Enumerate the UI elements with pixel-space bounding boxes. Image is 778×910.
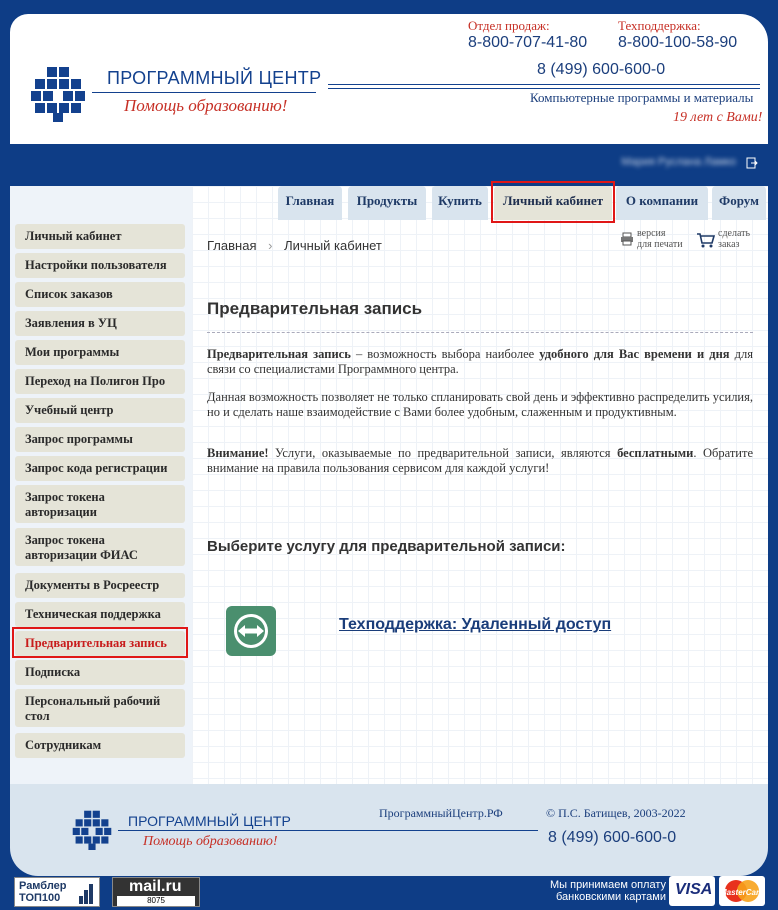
sidebar-item-uc-requests[interactable]: Заявления в УЦ bbox=[15, 311, 185, 336]
footer-logo-icon[interactable] bbox=[72, 810, 112, 850]
tab-forum[interactable]: Форум bbox=[712, 186, 766, 220]
rambler-top100-counter[interactable] bbox=[14, 877, 100, 907]
sidebar-item-orders[interactable]: Список заказов bbox=[15, 282, 185, 307]
description-paragraph: Данная возможность позволяет не только спланировать свой день и эффективно распределить усилия, но и сделать наше взаимодействие с Вами более удобным, слаженным и продуктивным. bbox=[207, 390, 753, 419]
support-phone: 8-800-100-58-90 bbox=[618, 34, 738, 51]
print-label-2: для печати bbox=[637, 239, 683, 250]
footer-copyright: © П.С. Батищев, 2003-2022 bbox=[546, 806, 686, 820]
order-label-1: сделать bbox=[718, 228, 751, 239]
sidebar-item-staff[interactable]: Сотрудникам bbox=[15, 733, 185, 758]
sidebar-item-rosreestr[interactable]: Документы в Росреестр bbox=[15, 573, 185, 598]
breadcrumb-separator: › bbox=[268, 238, 273, 253]
rambler-label: Рамблер bbox=[19, 880, 67, 892]
warning-bold: Внимание! bbox=[207, 446, 269, 460]
logout-icon[interactable] bbox=[746, 157, 758, 169]
warning-rest: . Обратите внимание на правила пользования сервисом для каждой услуги! bbox=[207, 446, 753, 475]
tab-cabinet[interactable]: Личный кабинет bbox=[494, 186, 612, 220]
visa-card-logo bbox=[669, 876, 715, 906]
sidebar-item-program-request[interactable]: Запрос программы bbox=[15, 427, 185, 452]
header-rule-top bbox=[328, 84, 760, 85]
sidebar-item-user-settings[interactable]: Настройки пользователя bbox=[15, 253, 185, 278]
main-panel bbox=[192, 186, 768, 784]
sales-label: Отдел продаж: bbox=[468, 18, 550, 33]
warning-text: Услуги, оказываемые по предварительной записи, являются bbox=[268, 446, 618, 460]
sidebar-item-cabinet[interactable]: Личный кабинет bbox=[15, 224, 185, 249]
logo-slogan: Помощь образованию! bbox=[124, 96, 288, 115]
rambler-top100-label: ТОП100 bbox=[19, 892, 61, 904]
mastercard-logo bbox=[719, 876, 765, 906]
sidebar-item-desktop[interactable]: Персональный рабочий стол bbox=[15, 689, 185, 727]
mailru-count: 8075 bbox=[117, 896, 195, 906]
mastercard-label: MasterCard bbox=[719, 888, 765, 897]
breadcrumb bbox=[207, 238, 382, 253]
warning-paragraph bbox=[207, 446, 753, 476]
cart-icon[interactable] bbox=[696, 232, 716, 248]
sidebar bbox=[10, 186, 192, 784]
logo-title[interactable]: ПРОГРАММНЫЙ ЦЕНТР bbox=[107, 68, 322, 88]
make-order-link[interactable] bbox=[718, 228, 750, 250]
mastercard-circles-icon bbox=[719, 876, 765, 906]
mailru-counter[interactable] bbox=[112, 877, 200, 907]
warning-bold-2: бесплатными bbox=[617, 446, 694, 460]
tab-active-highlight bbox=[491, 181, 615, 223]
rambler-bars-icon bbox=[78, 882, 94, 904]
print-label-1: версия bbox=[637, 228, 666, 239]
tagline: Компьютерные программы и материалы bbox=[530, 90, 754, 105]
footer-phone: 8 (499) 600-600-0 bbox=[548, 829, 677, 846]
main-phone: 8 (499) 600-600-0 bbox=[537, 61, 666, 78]
sidebar-item-training[interactable]: Учебный центр bbox=[15, 398, 185, 423]
sidebar-active-highlight bbox=[12, 627, 188, 658]
tab-products[interactable]: Продукты bbox=[348, 186, 426, 220]
sidebar-item-poligon-pro[interactable]: Переход на Полигон Про bbox=[15, 369, 185, 394]
order-label-2: заказ bbox=[718, 239, 740, 250]
breadcrumb-home[interactable]: Главная bbox=[207, 238, 257, 253]
intro-bold-2: удобного для Вас времени и дня bbox=[539, 347, 730, 361]
site-header bbox=[10, 14, 768, 144]
breadcrumb-current: Личный кабинет bbox=[284, 238, 382, 253]
logo-icon[interactable] bbox=[30, 66, 86, 122]
sidebar-item-pre-booking[interactable]: Предварительная запись bbox=[15, 631, 185, 656]
intro-rest: для связи со специалистами Программного центра. bbox=[207, 347, 753, 376]
service-link-remote-support[interactable]: Техподдержка: Удаленный доступ bbox=[339, 616, 612, 633]
sidebar-item-reg-code[interactable]: Запрос кода регистрации bbox=[15, 456, 185, 481]
payment-note-line-2: банковскими картами bbox=[555, 891, 666, 903]
visa-label: VISA bbox=[675, 881, 713, 898]
sidebar-item-auth-token[interactable]: Запрос токена авторизации bbox=[15, 485, 185, 523]
footer-logo-title: ПРОГРАММНЫЙ ЦЕНТР bbox=[128, 813, 291, 829]
intro-bold: Предварительная запись bbox=[207, 347, 351, 361]
title-divider bbox=[207, 332, 753, 333]
years-slogan: 19 лет с Вами! bbox=[673, 110, 763, 125]
tab-home[interactable]: Главная bbox=[278, 186, 342, 220]
header-rule-bottom bbox=[328, 88, 760, 89]
remote-access-icon[interactable] bbox=[226, 606, 276, 656]
page-title: Предварительная запись bbox=[207, 299, 423, 318]
footer-site-link[interactable]: ПрограммныйЦентр.РФ bbox=[379, 806, 503, 820]
section-title: Выберите услугу для предварительной записи: bbox=[207, 538, 566, 555]
sidebar-item-fias-token[interactable]: Запрос токена авторизации ФИАС bbox=[15, 528, 185, 566]
payment-note bbox=[538, 879, 666, 903]
sidebar-item-tech-support[interactable]: Техническая поддержка bbox=[15, 602, 185, 627]
tab-buy[interactable]: Купить bbox=[432, 186, 488, 220]
intro-text: – возможность выбора наиболее bbox=[350, 347, 540, 361]
intro-paragraph bbox=[207, 347, 753, 377]
sales-phone: 8-800-707-41-80 bbox=[468, 34, 588, 51]
sidebar-item-subscription[interactable]: Подписка bbox=[15, 660, 185, 685]
user-name[interactable]: Мария Руслана Ламко bbox=[621, 156, 736, 168]
payment-note-line-1: Мы принимаем оплату bbox=[549, 879, 666, 891]
print-version-link[interactable] bbox=[637, 228, 683, 250]
logo-rule bbox=[92, 92, 316, 93]
footer-logo-slogan: Помощь образованию! bbox=[143, 834, 278, 849]
footer-rule bbox=[118, 830, 538, 831]
site-footer bbox=[10, 784, 768, 876]
mailru-logo: mail.ru bbox=[129, 878, 182, 895]
tab-about[interactable]: О компании bbox=[616, 186, 708, 220]
printer-icon[interactable] bbox=[620, 232, 634, 246]
user-bar bbox=[10, 144, 768, 186]
support-label: Техподдержка: bbox=[618, 18, 701, 33]
content-area bbox=[10, 186, 768, 784]
sidebar-item-my-programs[interactable]: Мои программы bbox=[15, 340, 185, 365]
